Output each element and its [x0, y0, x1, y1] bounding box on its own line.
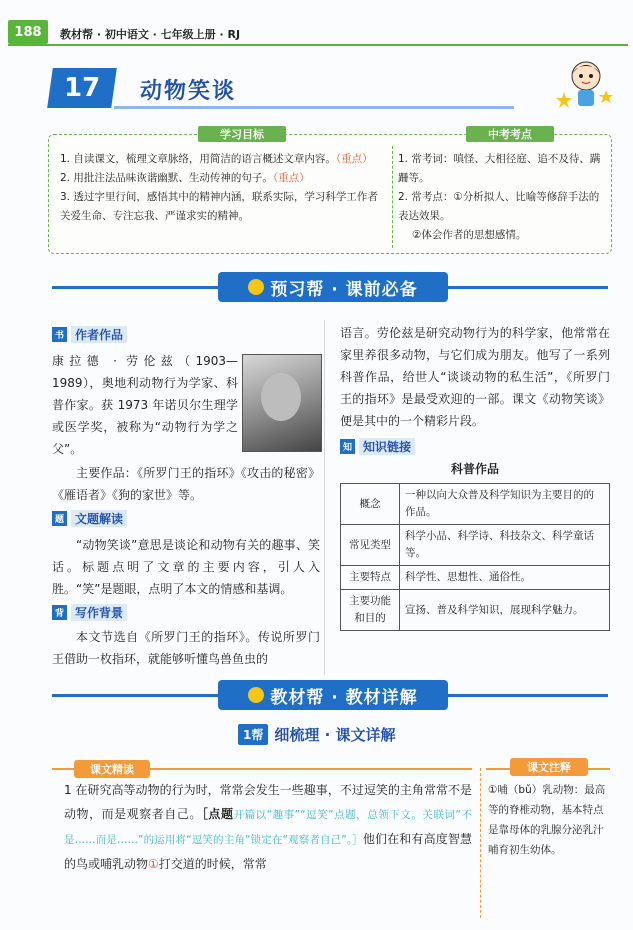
title-explain-label: 题 文题解读	[52, 510, 127, 527]
goal-item: 3. 透过字里行间，感悟其中的精神内涵，联系实际，学习科学工作者关爱生命、专注忘我、严谨求实的精神。	[60, 191, 378, 222]
study-goals-list	[60, 150, 386, 226]
reading-tag: 课文精读	[74, 760, 150, 778]
science-works-table	[340, 483, 610, 631]
series-title: 教材帮 · 初中语文 · 七年级上册 · RJ	[60, 28, 241, 41]
goal-item: 2. 用批注法品味诙谐幽默、生动传神的句子。（重点）	[60, 172, 310, 184]
author-portrait	[242, 354, 322, 452]
book-icon: 书	[52, 327, 67, 342]
book-icon: 题	[52, 511, 67, 526]
background-continued: 语言。劳伦兹是研究动物行为的科学家，他常常在家里养很多动物，与它们成为朋友。他写了一系列科普作品，给世人“谈谈动物的私生活”，《所罗门王的指环》是最受欢迎的一部。课文《动物笑谈》便是其中的一个精彩片段。	[340, 326, 610, 428]
table-row: 概念 一种以向大众普及科学知识为主要目的的作品。	[341, 484, 610, 525]
reading-paragraph: 1 在研究高等动物的行为时，常常会发生一些趣事，不过逗笑的主角常常不是动物，而是观察者自己。［点题开篇以“趣事”“逗笑”点题，总领下文。关联词“不是……而是……”的运用将“逗笑的主角”锁定在“观察者自己”。］他们在和有高度智慧的鸟或哺乳动物①打交道的时候，常常	[64, 783, 472, 871]
exam-point-item: 1. 常考词：嗔怪、大相径庭、追不及待、蹒跚等。	[398, 153, 601, 184]
notes-tag: 课文注释	[510, 758, 588, 776]
table-title: 科普作品	[450, 462, 499, 476]
exam-point-item: ②体会作者的思想感情。	[412, 229, 527, 241]
author-works: 主要作品：《所罗门王的指环》《攻击的秘密》《雁语者》《狗的家世》等。	[52, 466, 320, 502]
title-underline	[114, 106, 514, 109]
link-icon: 知	[340, 439, 355, 454]
textbook-banner	[0, 680, 633, 710]
column-divider	[324, 320, 325, 675]
author-intro: 康拉德 · 劳伦兹（1903—1989），奥地利动物行为学家、科普作家。获 1973 年诺贝尔生理学或医学奖，被称为“动物行为学之父”。	[52, 354, 238, 456]
exam-points-tag: 中考考点	[466, 126, 554, 142]
goal-item: 1. 自读课文，梳理文章脉络，用简洁的语言概述文章内容。（重点）	[60, 153, 373, 165]
textbook-banner-title: 教材帮 · 教材详解	[270, 687, 418, 708]
page-number: 188	[8, 20, 48, 44]
header-rule	[8, 44, 628, 46]
bulb-icon	[248, 279, 264, 295]
knowledge-link-label: 知 知识链接	[340, 438, 415, 455]
subsection-badge: 1帮	[238, 724, 268, 745]
pen-icon: 背	[52, 605, 67, 620]
subsection-title: 1帮 细梳理 · 课文详解	[238, 722, 396, 746]
study-goals-tag: 学习目标	[198, 126, 286, 142]
preview-banner-title: 预习帮 · 课前必备	[270, 279, 418, 300]
lesson-title: 动物笑谈	[140, 79, 237, 104]
annotation-text: 开篇以“趣事”“逗笑”点题，总领下文。关联词“不是……而是……”的运用将“逗笑的主角”锁定在“观察者自己”。］	[64, 809, 472, 846]
preview-banner	[0, 272, 633, 302]
background-label: 背 写作背景	[52, 604, 127, 621]
exam-points-list	[398, 150, 604, 245]
bulb-icon	[248, 687, 264, 703]
cartoon-girl-icon	[556, 54, 616, 110]
table-row: 常见类型 科学小品、科学诗、科技杂文、科学童话等。	[341, 525, 610, 566]
exam-point-item: 2. 常考点：①分析拟人、比喻等修辞手法的表达效果。	[398, 191, 600, 222]
note-marker: ①	[148, 857, 159, 871]
lesson-number: 17	[47, 68, 117, 108]
title-explain-text: “动物笑谈”意思是谈论和动物有关的趣事、笑话。标题点明了文章的主要内容，引人入胜。“笑”是题眼，点明了本文的情感和基调。	[52, 538, 320, 596]
goals-divider	[392, 146, 394, 248]
notes-divider	[480, 768, 482, 918]
author-section-label: 书 作者作品	[52, 326, 127, 343]
table-row: 主要特点 科学性、思想性、通俗性。	[341, 566, 610, 590]
note-text: ①哺（bǔ）乳动物：最高等的脊椎动物，基本特点是靠母体的乳腺分泌乳汁哺育初生幼体。	[488, 784, 606, 856]
table-row: 主要功能和目的 宣扬、普及科学知识，展现科学魅力。	[341, 590, 610, 631]
background-text: 本文节选自《所罗门王的指环》。传说所罗门王借助一枚指环，就能够听懂鸟兽鱼虫的	[52, 630, 320, 666]
